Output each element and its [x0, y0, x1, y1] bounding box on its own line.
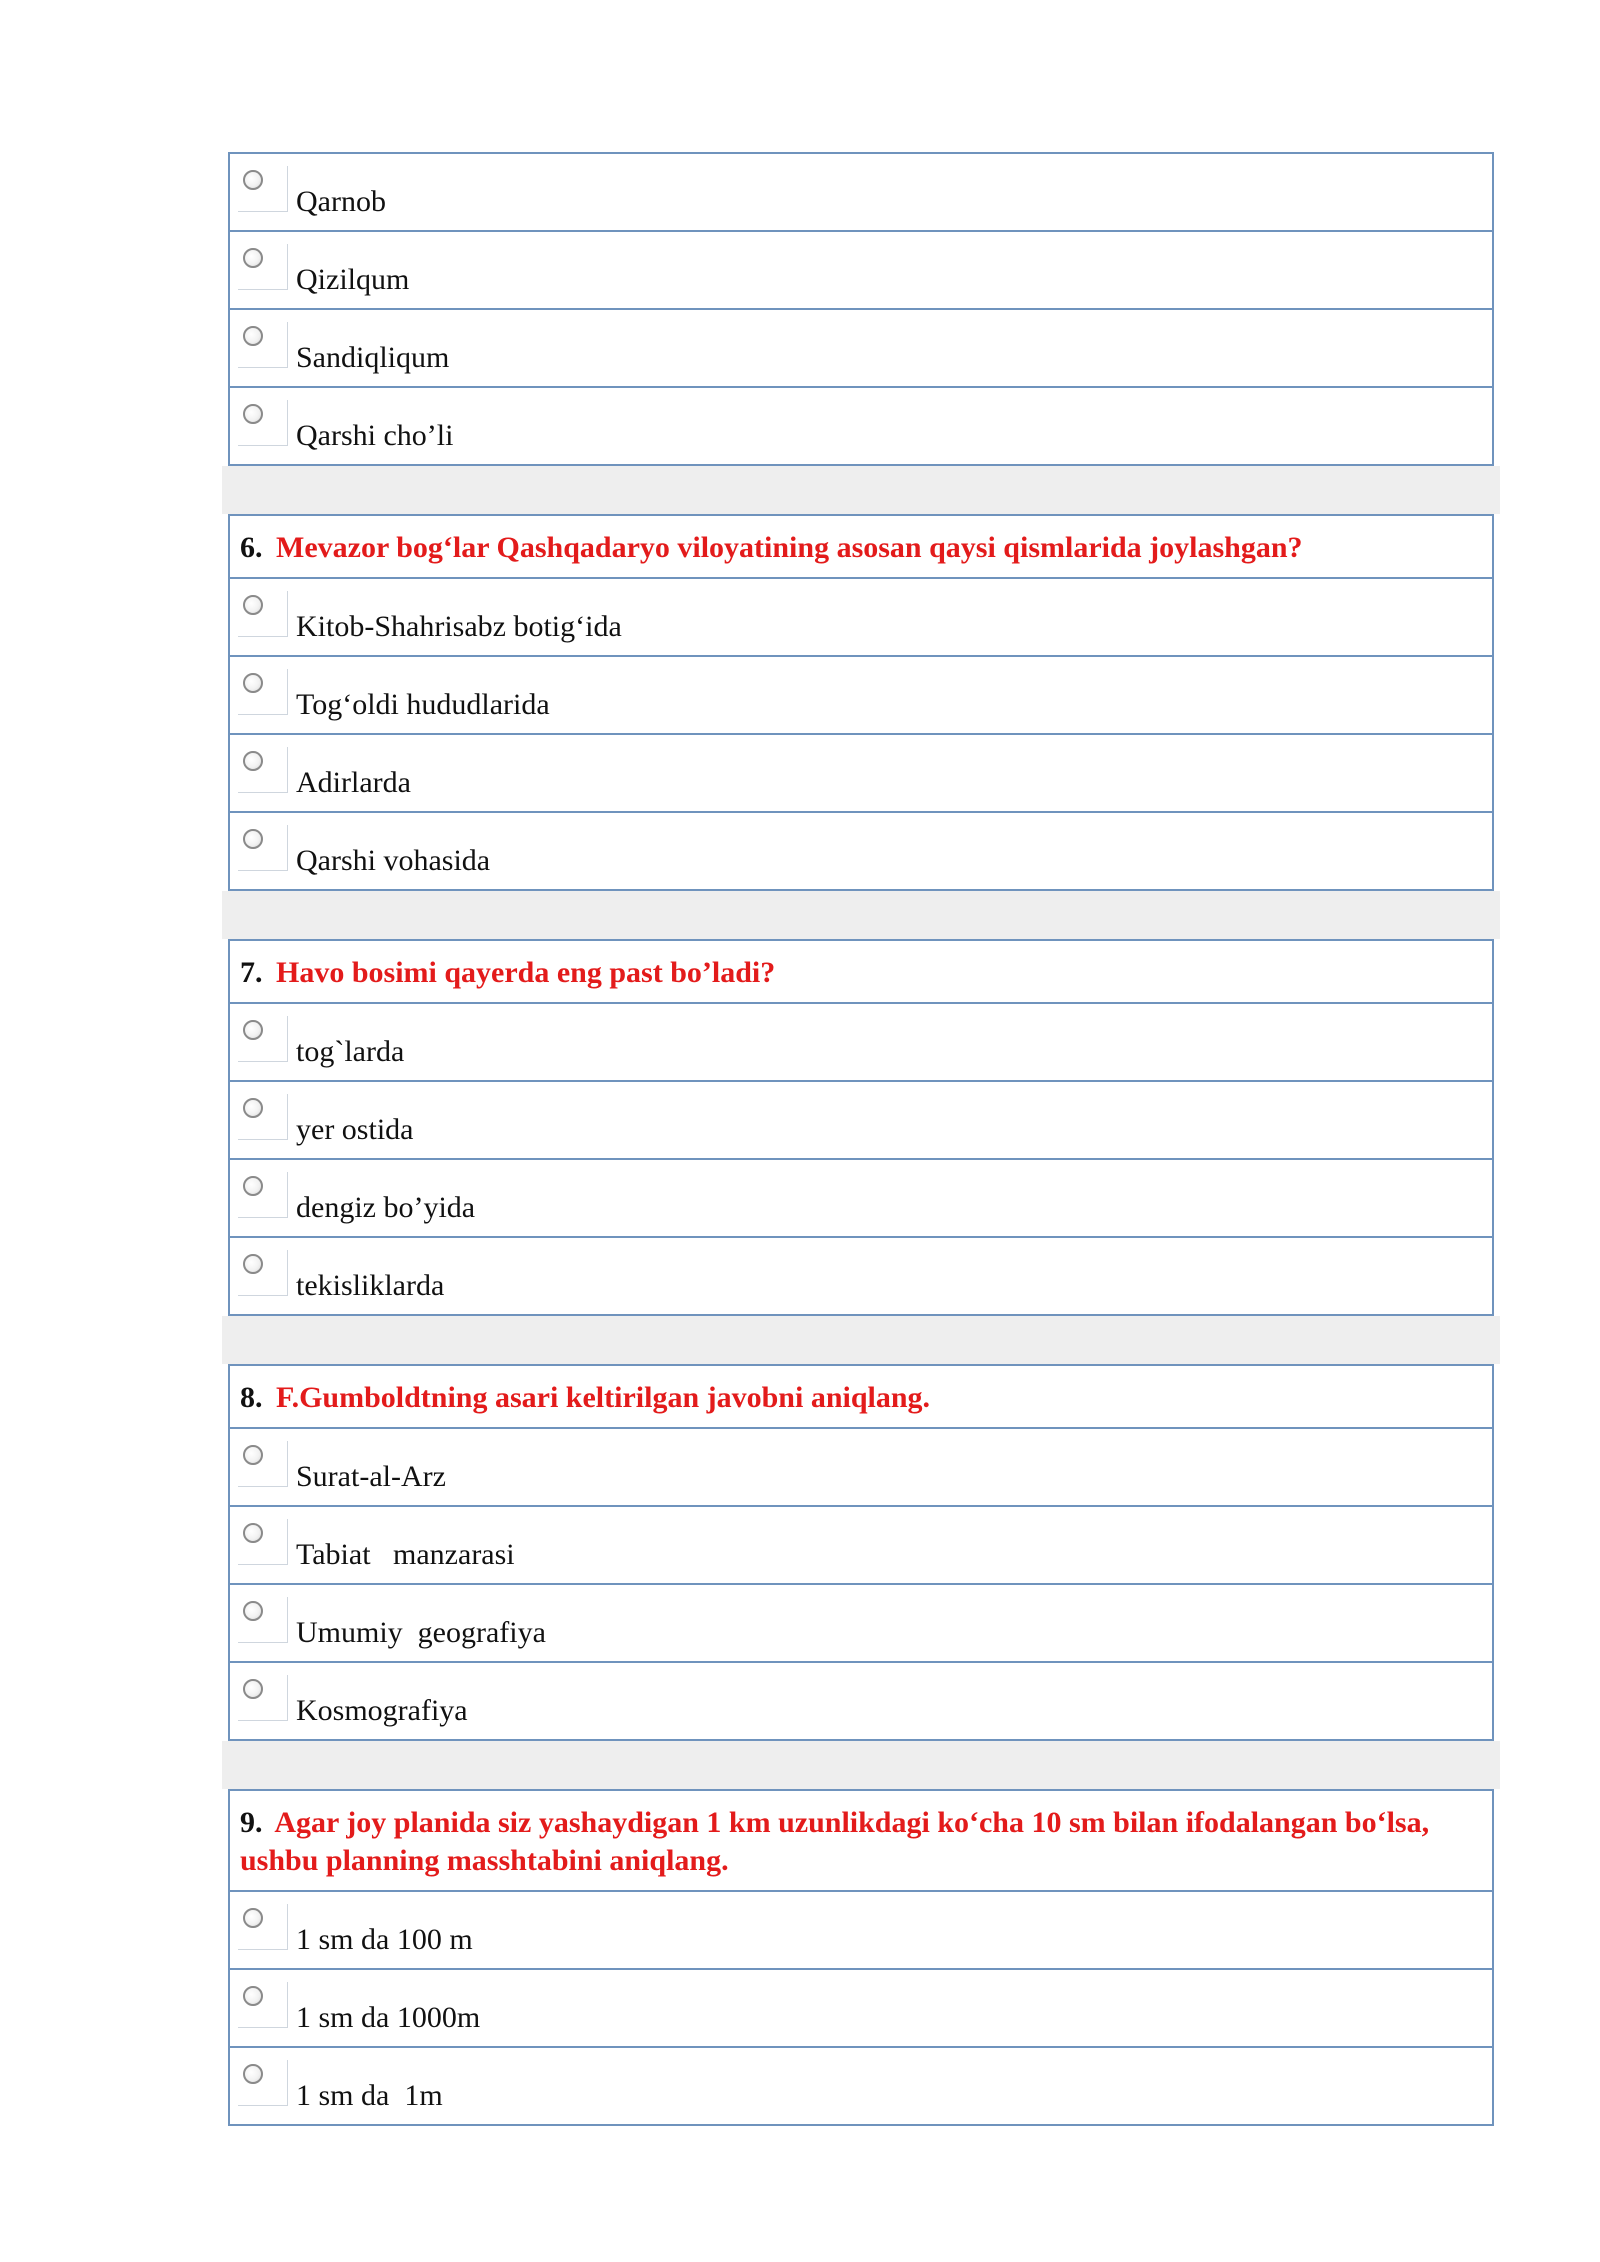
answer-label: Tabiat manzarasi: [296, 1538, 515, 1571]
radio-button-icon[interactable]: [243, 829, 263, 849]
answer-option[interactable]: [230, 1585, 1492, 1663]
radio-button-icon[interactable]: [243, 404, 263, 424]
radio-cell: [238, 669, 288, 715]
answer-label: tog`larda: [296, 1035, 405, 1068]
radio-button-icon[interactable]: [243, 1679, 263, 1699]
radio-cell: [238, 1250, 288, 1296]
radio-cell: [238, 1441, 288, 1487]
radio-button-icon[interactable]: [243, 673, 263, 693]
radio-cell: [238, 747, 288, 793]
question-text: Mevazor bog‘lar Qashqadaryo viloyatining asosan qaysi qismlarida joylashgan?: [276, 531, 1303, 564]
radio-button-icon[interactable]: [243, 326, 263, 346]
answer-label: Qizilqum: [296, 263, 410, 296]
answer-label: Surat-al-Arz: [296, 1460, 446, 1493]
separator: [222, 466, 1500, 514]
answer-label: 1 sm da 1m: [296, 2079, 443, 2112]
answer-option[interactable]: [230, 1892, 1492, 1970]
question-number: 8.: [240, 1381, 263, 1414]
radio-button-icon[interactable]: [243, 1176, 263, 1196]
answer-option[interactable]: [230, 1082, 1492, 1160]
answer-option[interactable]: [230, 1663, 1492, 1739]
radio-cell: [238, 400, 288, 446]
question-text: F.Gumboldtning asari keltirilgan javobni aniqlang.: [276, 1381, 931, 1414]
radio-button-icon[interactable]: [243, 1020, 263, 1040]
answer-option[interactable]: [230, 735, 1492, 813]
answer-label: Qarshi cho’li: [296, 419, 454, 452]
answer-option[interactable]: [230, 1970, 1492, 2048]
separator: [222, 1316, 1500, 1364]
radio-cell: [238, 591, 288, 637]
radio-button-icon[interactable]: [243, 1445, 263, 1465]
answer-option[interactable]: [230, 388, 1492, 464]
question-block-5: [228, 152, 1494, 466]
radio-cell: [238, 166, 288, 212]
radio-cell: [238, 322, 288, 368]
answer-label: 1 sm da 1000m: [296, 2001, 481, 2034]
answer-option[interactable]: [230, 1429, 1492, 1507]
radio-button-icon[interactable]: [243, 1601, 263, 1621]
answer-label: Qarnob: [296, 185, 386, 218]
question-block-7: [228, 939, 1494, 1316]
answer-option[interactable]: [230, 1004, 1492, 1082]
question-block-8: [228, 1364, 1494, 1741]
radio-cell: [238, 1597, 288, 1643]
radio-button-icon[interactable]: [243, 751, 263, 771]
answer-label: Tog‘oldi hududlarida: [296, 688, 550, 721]
answer-label: Adirlarda: [296, 766, 411, 799]
answer-label: Kitob-Shahrisabz botig‘ida: [296, 610, 622, 643]
question-number: 7.: [240, 956, 263, 989]
radio-button-icon[interactable]: [243, 1098, 263, 1118]
answer-option[interactable]: [230, 1507, 1492, 1585]
radio-button-icon[interactable]: [243, 170, 263, 190]
answer-label: dengiz bo’yida: [296, 1191, 476, 1224]
answer-option[interactable]: [230, 579, 1492, 657]
quiz-page: [228, 152, 1494, 2126]
answer-label: Umumiy geografiya: [296, 1616, 546, 1649]
answer-label: Sandiqliqum: [296, 341, 450, 374]
answer-option[interactable]: [230, 1238, 1492, 1314]
question-block-9: [228, 1789, 1494, 2126]
radio-cell: [238, 1904, 288, 1950]
radio-cell: [238, 1172, 288, 1218]
radio-button-icon[interactable]: [243, 1254, 263, 1274]
answer-option[interactable]: [230, 2048, 1492, 2124]
radio-cell: [238, 244, 288, 290]
answer-label: tekisliklarda: [296, 1269, 445, 1302]
answer-option[interactable]: [230, 1160, 1492, 1238]
radio-cell: [238, 1675, 288, 1721]
radio-cell: [238, 1094, 288, 1140]
question-text: Havo bosimi qayerda eng past bo’ladi?: [276, 956, 776, 989]
answer-label: yer ostida: [296, 1113, 414, 1146]
question-number: 9.: [240, 1806, 263, 1839]
answer-option[interactable]: [230, 232, 1492, 310]
answer-option[interactable]: [230, 657, 1492, 735]
answer-label: 1 sm da 100 m: [296, 1923, 473, 1956]
question-header: [230, 1791, 1492, 1892]
separator: [222, 1741, 1500, 1789]
answer-option[interactable]: [230, 154, 1492, 232]
question-header: [230, 1366, 1492, 1429]
radio-cell: [238, 1016, 288, 1062]
radio-cell: [238, 825, 288, 871]
radio-button-icon[interactable]: [243, 595, 263, 615]
answer-option[interactable]: [230, 310, 1492, 388]
radio-button-icon[interactable]: [243, 1986, 263, 2006]
radio-button-icon[interactable]: [243, 1523, 263, 1543]
question-text: Agar joy planida siz yashaydigan 1 km uzunlikdagi ko‘cha 10 sm bilan ifodalangan bo‘lsa, ushbu planning masshtabini aniqlang.: [240, 1806, 1430, 1877]
radio-button-icon[interactable]: [243, 248, 263, 268]
answer-label: Kosmografiya: [296, 1694, 468, 1727]
radio-cell: [238, 1519, 288, 1565]
separator: [222, 891, 1500, 939]
radio-button-icon[interactable]: [243, 2064, 263, 2084]
answer-label: Qarshi vohasida: [296, 844, 491, 877]
radio-button-icon[interactable]: [243, 1908, 263, 1928]
radio-cell: [238, 1982, 288, 2028]
question-number: 6.: [240, 531, 263, 564]
question-header: [230, 516, 1492, 579]
radio-cell: [238, 2060, 288, 2106]
question-block-6: [228, 514, 1494, 891]
answer-option[interactable]: [230, 813, 1492, 889]
question-header: [230, 941, 1492, 1004]
